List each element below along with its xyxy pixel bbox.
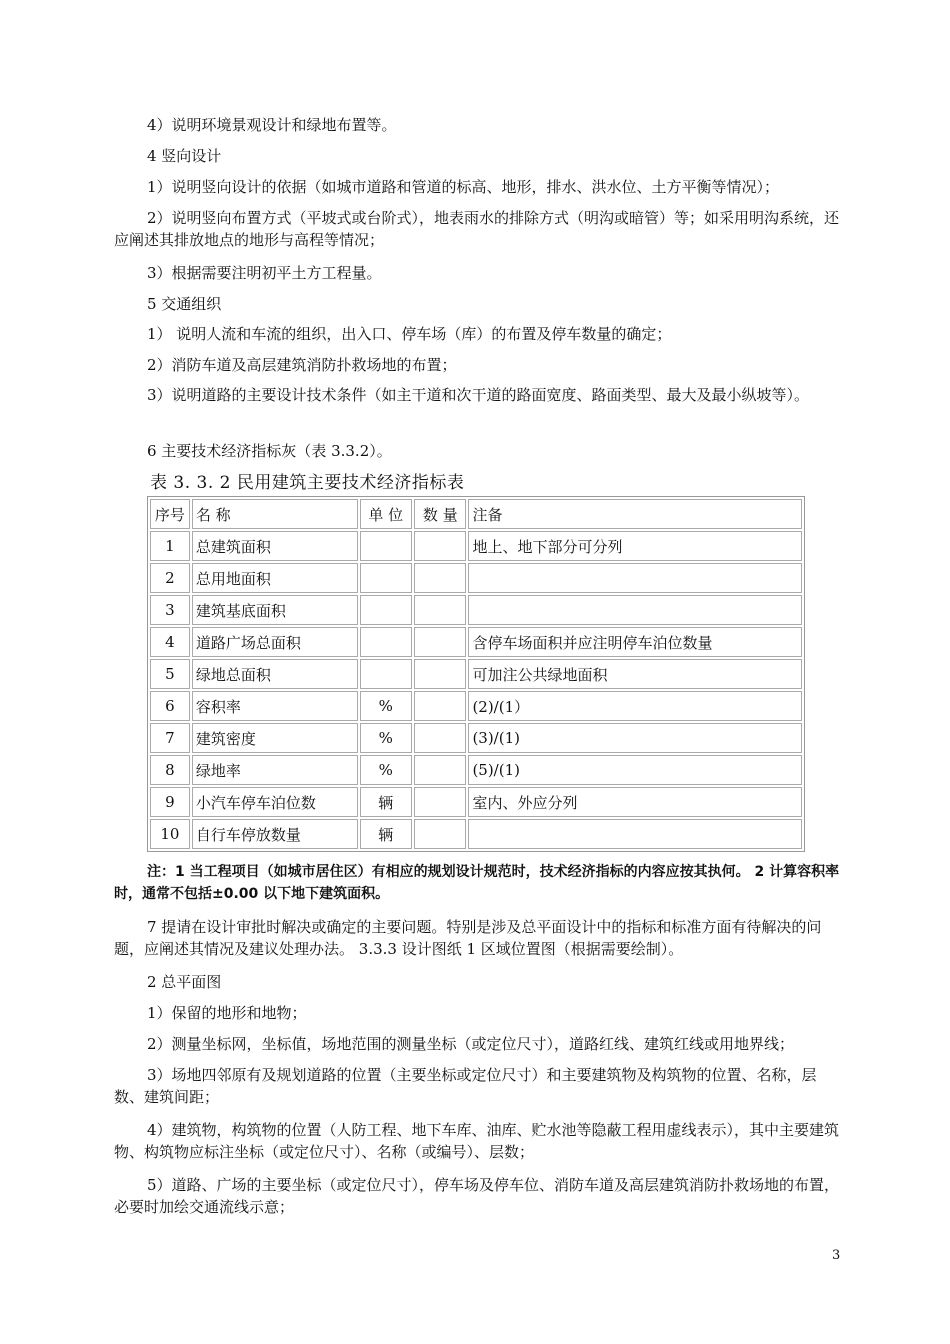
table-cell: 2 <box>150 563 190 593</box>
paragraph: 4）说明环境景观设计和绿地布置等。 <box>147 116 397 134</box>
table-cell: 自行车停放数量 <box>192 819 358 849</box>
table-cell: (5)/(1) <box>468 755 802 785</box>
paragraph: 1） 说明人流和车流的组织，出入口、停车场（库）的布置及停车数量的确定； <box>147 325 672 343</box>
table-row <box>150 691 802 721</box>
table-cell: 7 <box>150 723 190 753</box>
table-row <box>150 531 802 561</box>
table-cell: 8 <box>150 755 190 785</box>
table-cell: 10 <box>150 819 190 849</box>
paragraph: 2）说明竖向布置方式（平坡式或台阶式），地表雨水的排除方式（明沟或暗管）等；如采用明沟系统，还应阐述其排放地点的地形与高程等情况； <box>114 209 840 249</box>
table-cell: 辆 <box>360 819 412 849</box>
table-row <box>150 563 802 593</box>
paragraph: 4）建筑物，构筑物的位置（人防工程、地下车库、油库、贮水池等隐蔽工程用虚线表示），其中主要建筑物、构筑物应标注坐标（或定位尺寸）、名称（或编号）、层数； <box>114 1121 840 1161</box>
section-heading: 5 交通组织 <box>147 295 222 313</box>
table-cell <box>414 787 466 817</box>
table-cell <box>360 595 412 625</box>
table-cell <box>360 659 412 689</box>
table-cell: 9 <box>150 787 190 817</box>
table-cell: 建筑基底面积 <box>192 595 358 625</box>
table-row <box>150 659 802 689</box>
table-cell: % <box>360 755 412 785</box>
table-cell: 4 <box>150 627 190 657</box>
table-cell: 道路广场总面积 <box>192 627 358 657</box>
header-cell: 序号 <box>150 499 190 529</box>
table-note: 注：1 当工程项目（如城市居住区）有相应的规划设计规范时，技术经济指标的内容应按其执何。 2 计算容积率时，通常不包括±0.00 以下地下建筑面积。 <box>114 864 840 902</box>
indicator-table <box>147 496 805 852</box>
table-cell: 可加注公共绿地面积 <box>468 659 802 689</box>
table-cell <box>360 531 412 561</box>
table-cell: 绿地总面积 <box>192 659 358 689</box>
table-cell: 6 <box>150 691 190 721</box>
table-cell: % <box>360 691 412 721</box>
table-cell <box>414 563 466 593</box>
table-cell: 地上、地下部分可分列 <box>468 531 802 561</box>
table-cell <box>414 595 466 625</box>
table-cell: 容积率 <box>192 691 358 721</box>
table-cell <box>414 531 466 561</box>
table-cell: 室内、外应分列 <box>468 787 802 817</box>
table-cell: 小汽车停车泊位数 <box>192 787 358 817</box>
header-cell: 名 称 <box>192 499 358 529</box>
table-cell: 总用地面积 <box>192 563 358 593</box>
table-cell <box>360 627 412 657</box>
table-row <box>150 723 802 753</box>
table-cell <box>468 819 802 849</box>
table-cell <box>360 563 412 593</box>
page-number: 3 <box>832 1248 841 1263</box>
section-heading: 4 竖向设计 <box>147 147 222 165</box>
table-cell: 5 <box>150 659 190 689</box>
table-caption: 表 3. 3. 2 民用建筑主要技术经济指标表 <box>150 473 465 493</box>
table-row <box>150 787 802 817</box>
paragraph: 6 主要技术经济指标灰（表 3.3.2）。 <box>147 442 392 460</box>
table-cell <box>468 595 802 625</box>
table-cell: 含停车场面积并应注明停车泊位数量 <box>468 627 802 657</box>
table-cell: 3 <box>150 595 190 625</box>
table-row <box>150 755 802 785</box>
table-cell <box>468 563 802 593</box>
table-row <box>150 819 802 849</box>
table-cell <box>414 723 466 753</box>
table-cell <box>414 627 466 657</box>
paragraph: 2）消防车道及高层建筑消防扑救场地的布置； <box>147 356 457 374</box>
paragraph: 2）测量坐标网，坐标值，场地范围的测量坐标（或定位尺寸），道路红线、建筑红线或用地界线； <box>147 1035 795 1053</box>
paragraph: 5）道路、广场的主要坐标（或定位尺寸），停车场及停车位、消防车道及高层建筑消防扑救场地的布置，必要时加绘交通流线示意； <box>114 1176 840 1216</box>
table-cell: 建筑密度 <box>192 723 358 753</box>
table-cell <box>414 819 466 849</box>
table-cell: 绿地率 <box>192 755 358 785</box>
section-heading: 2 总平面图 <box>147 973 222 991</box>
table-cell: % <box>360 723 412 753</box>
table-header-row <box>150 499 802 529</box>
paragraph: 3）根据需要注明初平土方工程量。 <box>147 264 382 282</box>
header-cell: 数 量 <box>414 499 466 529</box>
paragraph: 7 提请在设计审批时解决或确定的主要问题。特别是涉及总平面设计中的指标和标准方面有待解决的问题，应阐述其情况及建议处理办法。 3.3.3 设计图纸 1 区域位置图（根据需要绘制）。 <box>114 918 822 958</box>
table-cell <box>414 755 466 785</box>
paragraph: 3）场地四邻原有及规划道路的位置（主要坐标或定位尺寸）和主要建筑物及构筑物的位置、名称，层数、建筑间距； <box>114 1066 817 1106</box>
table-row <box>150 627 802 657</box>
table-cell <box>414 691 466 721</box>
table-cell: (2)/(1） <box>468 691 802 721</box>
paragraph: 1）保留的地形和地物； <box>147 1004 307 1022</box>
table-row <box>150 595 802 625</box>
table-cell: 辆 <box>360 787 412 817</box>
header-cell: 注备 <box>468 499 802 529</box>
table-cell: 1 <box>150 531 190 561</box>
paragraph: 3）说明道路的主要设计技术条件（如主干道和次干道的路面宽度、路面类型、最大及最小纵坡等）。 <box>147 386 810 404</box>
table-cell: (3)/(1) <box>468 723 802 753</box>
table-cell: 总建筑面积 <box>192 531 358 561</box>
header-cell: 单 位 <box>360 499 412 529</box>
paragraph: 1）说明竖向设计的依据（如城市道路和管道的标高、地形，排水、洪水位、土方平衡等情况）； <box>147 178 780 196</box>
table-cell <box>414 659 466 689</box>
